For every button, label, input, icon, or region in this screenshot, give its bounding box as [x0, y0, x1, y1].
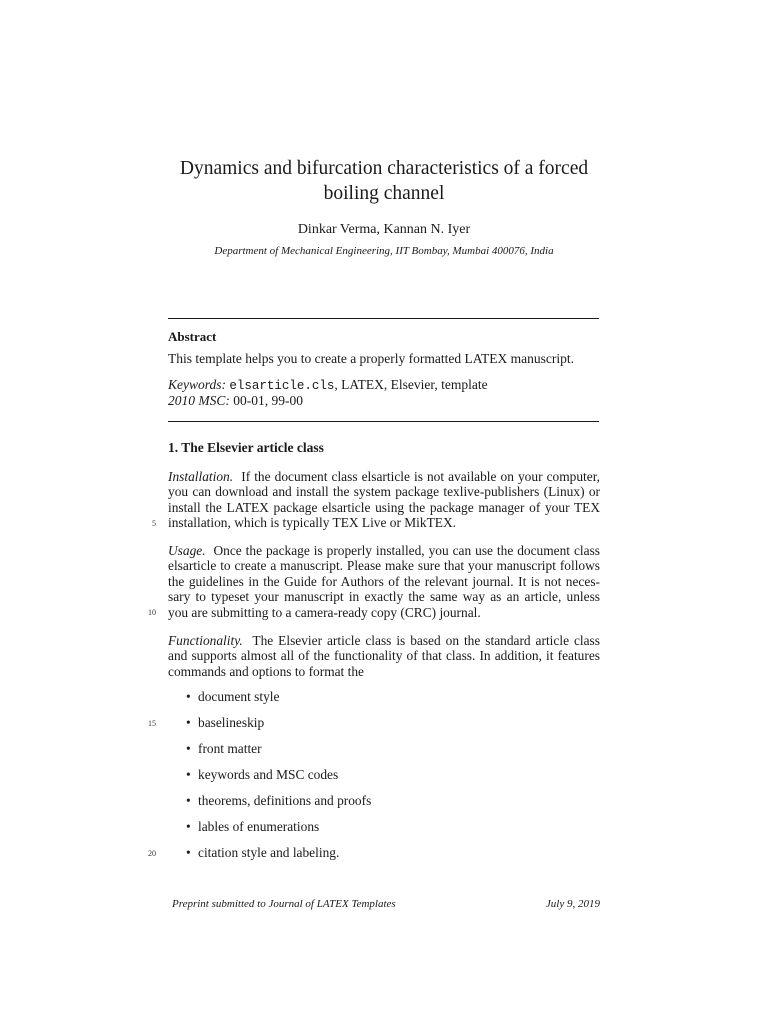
- list-item: [186, 793, 371, 809]
- functionality-paragraph: [168, 633, 600, 679]
- keywords-label: Keywords:: [168, 377, 226, 392]
- line-number: 5: [152, 519, 156, 528]
- bullet-icon: •: [186, 689, 191, 704]
- paragraph-line: you are submitting to a camera-ready copy (CRC) journal.: [168, 604, 481, 620]
- usage-paragraph: [168, 543, 600, 620]
- line-number: 15: [148, 719, 156, 728]
- abstract-bottom-rule: [168, 421, 599, 422]
- installation-label: Installation.: [168, 469, 234, 484]
- abstract-body: This template helps you to create a properly formatted LATEX manuscript.: [168, 351, 574, 366]
- list-item-text: theorems, definitions and proofs: [198, 793, 372, 808]
- list-item-text: keywords and MSC codes: [198, 767, 339, 782]
- msc-line: [168, 393, 303, 409]
- line-number: 10: [148, 608, 156, 617]
- keywords-rest: , LATEX, Elsevier, template: [334, 377, 488, 392]
- paragraph-line: sary to typeset your manuscript in exactly the same way as an article, unless: [168, 589, 600, 605]
- paragraph-line: you can download and install the system package texlive-publishers (Linux) or: [168, 484, 600, 500]
- paragraph-line: commands and options to format the: [168, 663, 364, 679]
- paper-title: [168, 156, 600, 206]
- list-item-text: document style: [198, 689, 280, 704]
- list-item-text: front matter: [198, 741, 262, 756]
- keywords-line: [168, 377, 488, 393]
- bullet-icon: •: [186, 767, 191, 782]
- list-item: [186, 845, 339, 861]
- list-item: [186, 767, 338, 783]
- affiliation: Department of Mechanical Engineering, IIT Bombay, Mumbai 400076, India: [214, 245, 554, 257]
- title-line-2: boiling channel: [323, 183, 445, 204]
- list-item-text: lables of enumerations: [198, 819, 320, 834]
- list-item: [186, 715, 264, 731]
- paragraph-line: install the LATEX package elsarticle using the package manager of your TEX: [168, 499, 600, 515]
- paragraph-line: elsarticle to create a manuscript. Please make sure that your manuscript follows: [168, 558, 600, 574]
- bullet-icon: •: [186, 819, 191, 834]
- footer-journal: Preprint submitted to Journal of LATEX Templates: [172, 898, 396, 910]
- line-text: The Elsevier article class is based on the standard article class: [252, 633, 600, 648]
- paragraph-line: installation, which is typically TEX Live or MikTEX.: [168, 515, 456, 531]
- footer-date: July 9, 2019: [545, 898, 600, 910]
- line-number: 20: [148, 849, 156, 858]
- installation-paragraph: [168, 469, 600, 531]
- bullet-icon: •: [186, 793, 191, 808]
- functionality-label: Functionality.: [168, 633, 243, 648]
- msc-value: 00-01, 99-00: [233, 393, 303, 408]
- paragraph-line: [168, 469, 600, 484]
- msc-label: 2010 MSC:: [168, 393, 230, 408]
- paragraph-line: the guidelines in the Guide for Authors of the relevant journal. It is not neces-: [168, 573, 600, 589]
- paragraph-line: [168, 543, 600, 558]
- bullet-icon: •: [186, 845, 191, 860]
- usage-label: Usage.: [168, 543, 206, 558]
- line-text: Once the package is properly installed, you can use the document class: [213, 543, 600, 558]
- line-text: If the document class elsarticle is not available on your computer,: [241, 469, 600, 484]
- bullet-icon: •: [186, 741, 191, 756]
- title-line-1: Dynamics and bifurcation characteristics of a forced: [179, 158, 589, 179]
- list-item-text: baselineskip: [198, 715, 265, 730]
- paragraph-line: and supports almost all of the functionality of that class. In addition, it features: [168, 648, 600, 664]
- abstract-top-rule: [168, 318, 599, 319]
- list-item: [186, 741, 262, 757]
- list-item: [186, 819, 319, 835]
- abstract-heading: Abstract: [168, 329, 217, 344]
- authors: Dinkar Verma, Kannan N. Iyer: [297, 222, 471, 237]
- list-item: [186, 689, 279, 705]
- bullet-icon: •: [186, 715, 191, 730]
- section-heading: 1. The Elsevier article class: [168, 440, 324, 455]
- paragraph-line: [168, 633, 600, 648]
- list-item-text: citation style and labeling.: [198, 845, 340, 860]
- keywords-code: elsarticle.cls: [229, 379, 335, 393]
